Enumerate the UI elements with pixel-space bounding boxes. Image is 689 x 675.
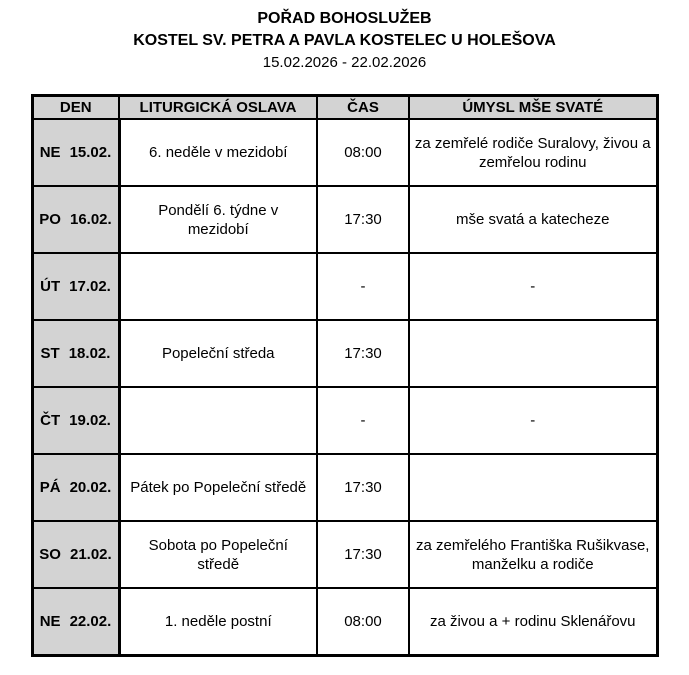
table-row: [32, 588, 657, 655]
table-row: [32, 119, 657, 186]
day-cell: [32, 454, 119, 521]
time-cell: 17:30: [317, 521, 409, 588]
day-date: 20.02.: [69, 479, 112, 496]
day-abbr: PO: [39, 211, 61, 228]
time-cell: 17:30: [317, 186, 409, 253]
day-date: 16.02.: [69, 211, 112, 228]
intention-cell: za zemřelého Františka Rušikvase, manželku a rodiče: [409, 521, 657, 588]
intention-cell: -: [409, 387, 657, 454]
day-date: 17.02.: [69, 278, 111, 295]
table-row: [32, 253, 657, 320]
column-header-time: ČAS: [317, 96, 409, 120]
column-header-celebration: LITURGICKÁ OSLAVA: [119, 96, 317, 120]
column-header-day: DEN: [32, 96, 119, 120]
day-abbr: PÁ: [39, 479, 61, 496]
celebration-cell: Sobota po Popeleční středě: [119, 521, 317, 588]
time-cell: 08:00: [317, 588, 409, 655]
table-row: [32, 454, 657, 521]
day-cell: [32, 521, 119, 588]
intention-cell: za živou a + rodinu Sklenářovu: [409, 588, 657, 655]
day-cell: [32, 253, 119, 320]
day-abbr: ÚT: [40, 278, 61, 295]
celebration-cell: [119, 253, 317, 320]
time-cell: -: [317, 253, 409, 320]
day-date: 19.02.: [69, 412, 111, 429]
date-range: 15.02.2026 - 22.02.2026: [262, 54, 427, 71]
page-title: POŘAD BOHOSLUŽEB: [257, 10, 432, 27]
table-row: [32, 387, 657, 454]
intention-cell: za zemřelé rodiče Suralovy, živou a zemřelou rodinu: [409, 119, 657, 186]
day-date: 18.02.: [68, 345, 111, 362]
day-cell: [32, 119, 119, 186]
intention-cell: mše svatá a katecheze: [409, 186, 657, 253]
time-cell: -: [317, 387, 409, 454]
celebration-cell: Pondělí 6. týdne v mezidobí: [119, 186, 317, 253]
page-subtitle: KOSTEL SV. PETRA A PAVLA KOSTELEC U HOLEŠOVA: [133, 32, 556, 49]
day-cell: [32, 387, 119, 454]
day-abbr: NE: [39, 612, 61, 630]
table-row: [32, 521, 657, 588]
time-cell: 17:30: [317, 320, 409, 387]
table-row: [32, 186, 657, 253]
day-abbr: SO: [39, 546, 61, 563]
celebration-cell: Popeleční středa: [119, 320, 317, 387]
day-cell: [32, 588, 119, 655]
table-row: [32, 320, 657, 387]
intention-cell: [409, 320, 657, 387]
celebration-cell: 1. neděle postní: [119, 588, 317, 655]
time-cell: 17:30: [317, 454, 409, 521]
service-schedule-table: [31, 94, 659, 657]
document-header: [0, 0, 689, 73]
day-cell: [32, 186, 119, 253]
celebration-cell: 6. neděle v mezidobí: [119, 119, 317, 186]
day-date: 15.02.: [69, 144, 112, 161]
day-abbr: ČT: [40, 412, 61, 429]
day-cell: [32, 320, 119, 387]
column-header-intention: ÚMYSL MŠE SVATÉ: [409, 96, 657, 120]
intention-cell: -: [409, 253, 657, 320]
day-abbr: NE: [39, 144, 61, 161]
day-abbr: ST: [40, 345, 60, 362]
day-date: 21.02.: [69, 546, 112, 563]
day-date: 22.02.: [69, 612, 112, 630]
celebration-cell: Pátek po Popeleční středě: [119, 454, 317, 521]
celebration-cell: [119, 387, 317, 454]
time-cell: 08:00: [317, 119, 409, 186]
table-header-row: [32, 96, 657, 120]
intention-cell: [409, 454, 657, 521]
